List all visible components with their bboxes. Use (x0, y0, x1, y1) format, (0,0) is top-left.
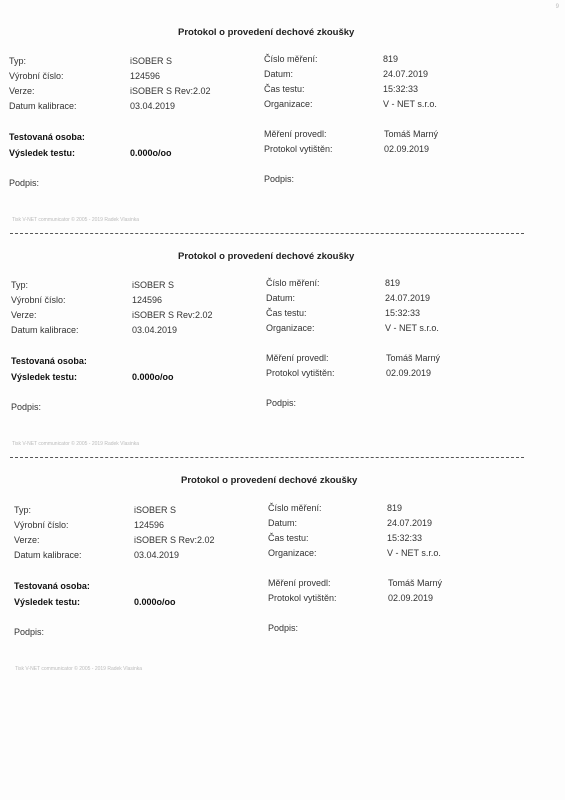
printed-label: Protokol vytištěn: (268, 593, 337, 603)
time-label: Čas testu: (268, 533, 309, 543)
typ-label: Typ: (14, 505, 32, 515)
typ-label: Typ: (9, 56, 27, 66)
version-value: iSOBER S Rev:2.02 (132, 310, 213, 320)
serial-value: 124596 (130, 71, 161, 81)
performed-by-value: Tomáš Marný (386, 353, 441, 363)
result-value: 0.000o/oo (134, 597, 176, 607)
printed-value: 02.09.2019 (386, 368, 432, 378)
serial-label: Výrobní číslo: (14, 520, 69, 530)
printed-value: 02.09.2019 (384, 144, 430, 154)
footer-note: Tisk V-NET communicator © 2005 - 2019 Radek Vlasinka (15, 666, 143, 672)
performed-by-value: Tomáš Marný (384, 129, 439, 139)
protocol-title: Protokol o provedení dechové zkoušky (178, 251, 355, 262)
calibration-label: Datum kalibrace: (11, 325, 79, 335)
protocol-1 (0, 27, 565, 252)
signature-right-label: Podpis: (268, 623, 299, 633)
date-value: 24.07.2019 (383, 69, 429, 79)
date-label: Datum: (264, 69, 294, 79)
typ-value: iSOBER S (130, 56, 173, 66)
tested-person-label: Testovaná osoba: (11, 356, 87, 366)
calibration-value: 03.04.2019 (130, 101, 176, 111)
measurement-number-value: 819 (385, 278, 401, 288)
organization-label: Organizace: (268, 548, 317, 558)
result-value: 0.000o/oo (130, 148, 172, 158)
protocol-2 (0, 251, 565, 476)
signature-right-label: Podpis: (264, 174, 295, 184)
printed-label: Protokol vytištěn: (266, 368, 335, 378)
typ-value: iSOBER S (132, 280, 175, 290)
signature-right-label: Podpis: (266, 398, 297, 408)
date-label: Datum: (266, 293, 296, 303)
serial-value: 124596 (134, 520, 165, 530)
version-label: Verze: (11, 310, 37, 320)
calibration-label: Datum kalibrace: (14, 550, 82, 560)
performed-by-label: Měření provedl: (268, 578, 331, 588)
version-value: iSOBER S Rev:2.02 (134, 535, 215, 545)
footer-note: Tisk V-NET communicator © 2005 - 2019 Radek Vlasinka (12, 441, 140, 447)
result-value: 0.000o/oo (132, 372, 174, 382)
performed-by-label: Měření provedl: (266, 353, 329, 363)
printed-value: 02.09.2019 (388, 593, 434, 603)
cut-line (10, 457, 524, 458)
typ-value: iSOBER S (134, 505, 177, 515)
signature-left-label: Podpis: (11, 402, 42, 412)
calibration-value: 03.04.2019 (132, 325, 178, 335)
measurement-number-value: 819 (387, 503, 403, 513)
time-value: 15:32:33 (383, 84, 419, 94)
cut-line (10, 233, 524, 234)
performed-by-label: Měření provedl: (264, 129, 327, 139)
protocol-title: Protokol o provedení dechové zkoušky (181, 475, 358, 486)
version-label: Verze: (14, 535, 40, 545)
signature-left-label: Podpis: (9, 178, 40, 188)
serial-label: Výrobní číslo: (9, 71, 64, 81)
date-value: 24.07.2019 (387, 518, 433, 528)
organization-label: Organizace: (266, 323, 315, 333)
measurement-number-label: Číslo měření: (266, 278, 320, 288)
serial-value: 124596 (132, 295, 163, 305)
time-value: 15:32:33 (385, 308, 421, 318)
organization-value: V - NET s.r.o. (383, 99, 437, 109)
printed-label: Protokol vytištěn: (264, 144, 333, 154)
date-value: 24.07.2019 (385, 293, 431, 303)
version-value: iSOBER S Rev:2.02 (130, 86, 211, 96)
time-label: Čas testu: (266, 308, 307, 318)
organization-label: Organizace: (264, 99, 313, 109)
typ-label: Typ: (11, 280, 29, 290)
footer-note: Tisk V-NET communicator © 2005 - 2019 Radek Vlasinka (12, 217, 140, 223)
measurement-number-label: Číslo měření: (268, 503, 322, 513)
organization-value: V - NET s.r.o. (387, 548, 441, 558)
organization-value: V - NET s.r.o. (385, 323, 439, 333)
tested-person-label: Testovaná osoba: (14, 581, 90, 591)
calibration-value: 03.04.2019 (134, 550, 180, 560)
calibration-label: Datum kalibrace: (9, 101, 77, 111)
measurement-number-label: Číslo měření: (264, 54, 318, 64)
protocol-title: Protokol o provedení dechové zkoušky (178, 27, 355, 38)
signature-left-label: Podpis: (14, 627, 45, 637)
time-label: Čas testu: (264, 84, 305, 94)
date-label: Datum: (268, 518, 298, 528)
version-label: Verze: (9, 86, 35, 96)
corner-mark: 9 (555, 4, 559, 10)
measurement-number-value: 819 (383, 54, 399, 64)
result-label: Výsledek testu: (9, 148, 76, 158)
protocol-3 (0, 475, 565, 700)
serial-label: Výrobní číslo: (11, 295, 66, 305)
performed-by-value: Tomáš Marný (388, 578, 443, 588)
result-label: Výsledek testu: (11, 372, 78, 382)
tested-person-label: Testovaná osoba: (9, 132, 85, 142)
time-value: 15:32:33 (387, 533, 423, 543)
result-label: Výsledek testu: (14, 597, 81, 607)
